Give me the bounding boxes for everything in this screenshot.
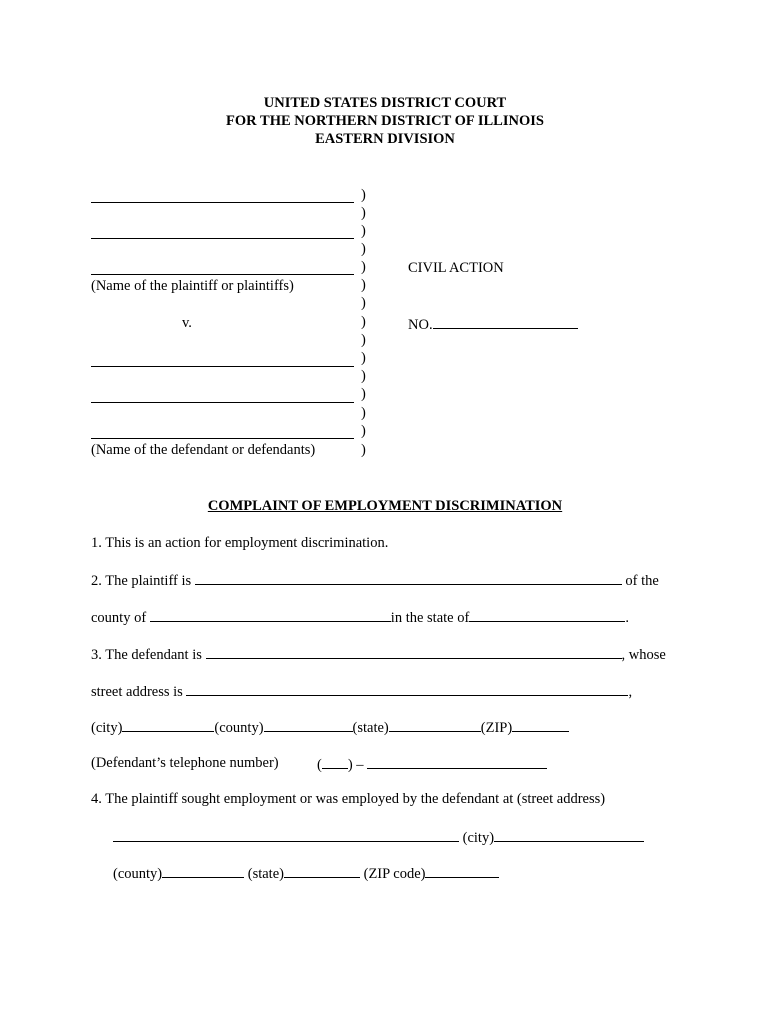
period: . [625, 610, 629, 626]
plaintiff-state-field[interactable] [469, 607, 625, 622]
county-of-label: county of [91, 610, 147, 626]
defendant-name-line-1[interactable] [91, 366, 354, 367]
employment-zip-field[interactable] [425, 863, 499, 878]
phone-area-code-field[interactable] [322, 754, 348, 769]
phone-number-field[interactable] [367, 754, 547, 769]
item-2-label: 2. The plaintiff is [91, 573, 192, 589]
in-state-of-label: in the state of [390, 610, 470, 626]
employment-state-field[interactable] [284, 863, 360, 878]
employment-address-row [113, 827, 644, 847]
p4-city-label: (city) [462, 830, 495, 846]
court-district: FOR THE NORTHERN DISTRICT OF ILLINOIS [226, 113, 544, 129]
caption-paren: ) [361, 259, 366, 275]
caption-paren: ) [361, 423, 366, 439]
plaintiff-name-line-1[interactable] [91, 202, 354, 203]
versus-label: v. [182, 315, 192, 331]
county-label: (county) [214, 720, 264, 736]
caption-paren: ) [361, 205, 366, 221]
defendant-city-field[interactable] [122, 717, 214, 732]
defendant-name-field[interactable] [206, 644, 622, 659]
defendant-phone-number [317, 754, 547, 774]
defendant-name-line-2[interactable] [91, 402, 354, 403]
caption-paren: ) [361, 241, 366, 257]
p4-state-label: (state) [247, 866, 284, 882]
caption-paren: ) [361, 223, 366, 239]
p4-zip-label: (ZIP code) [363, 866, 426, 882]
item-2 [91, 570, 659, 590]
caption-paren: ) [361, 442, 366, 458]
caption-paren: ) [361, 295, 366, 311]
phone-paren-open: ( [317, 757, 322, 773]
caption-paren: ) [361, 332, 366, 348]
item-1: 1. This is an action for employment discrimination. [91, 535, 389, 551]
complaint-title: COMPLAINT OF EMPLOYMENT DISCRIMINATION [207, 498, 563, 514]
defendant-street-row [91, 681, 632, 701]
employment-city-field[interactable] [494, 827, 644, 842]
plaintiff-name-field[interactable] [195, 570, 622, 585]
item-3-label: 3. The defendant is [91, 647, 202, 663]
defendant-county-field[interactable] [264, 717, 353, 732]
court-name: UNITED STATES DISTRICT COURT [263, 95, 507, 111]
caption-paren: ) [361, 277, 366, 293]
employment-county-field[interactable] [162, 863, 244, 878]
comma: , [628, 684, 633, 700]
caption-paren: ) [361, 386, 366, 402]
plaintiff-label: (Name of the plaintiff or plaintiffs) [91, 278, 294, 294]
civil-action-label: CIVIL ACTION [408, 260, 504, 276]
item-2-suffix: of the [625, 573, 659, 589]
phone-label: (Defendant’s telephone number) [91, 755, 279, 771]
defendant-zip-field[interactable] [512, 717, 569, 732]
defendant-street-field[interactable] [186, 681, 628, 696]
plaintiff-county-row [91, 607, 629, 627]
court-division: EASTERN DIVISION [315, 131, 455, 147]
case-number [408, 314, 578, 334]
zip-label: (ZIP) [480, 720, 513, 736]
defendant-state-field[interactable] [389, 717, 481, 732]
item-3-suffix: , whose [621, 647, 666, 663]
city-label: (city) [91, 720, 123, 736]
p4-county-label: (county) [113, 866, 163, 882]
item-4: 4. The plaintiff sought employment or was employed by the defendant at (street address) [91, 791, 606, 807]
defendant-label: (Name of the defendant or defendants) [91, 442, 316, 458]
case-number-label: NO. [408, 317, 433, 333]
caption-paren: ) [361, 314, 366, 330]
plaintiff-county-field[interactable] [150, 607, 391, 622]
plaintiff-name-line-2[interactable] [91, 238, 354, 239]
phone-paren-close: ) – [347, 757, 364, 773]
caption-paren: ) [361, 405, 366, 421]
caption-paren: ) [361, 350, 366, 366]
employment-location-row [113, 863, 499, 883]
caption-paren: ) [361, 368, 366, 384]
defendant-phone-row [91, 754, 279, 772]
plaintiff-name-line-3[interactable] [91, 274, 354, 275]
defendant-name-line-3[interactable] [91, 438, 354, 439]
defendant-location-row [91, 717, 569, 737]
state-label: (state) [352, 720, 389, 736]
street-address-label: street address is [91, 684, 183, 700]
item-3 [91, 644, 666, 664]
case-number-field[interactable] [433, 314, 578, 329]
employment-street-field[interactable] [113, 827, 459, 842]
caption-paren: ) [361, 187, 366, 203]
